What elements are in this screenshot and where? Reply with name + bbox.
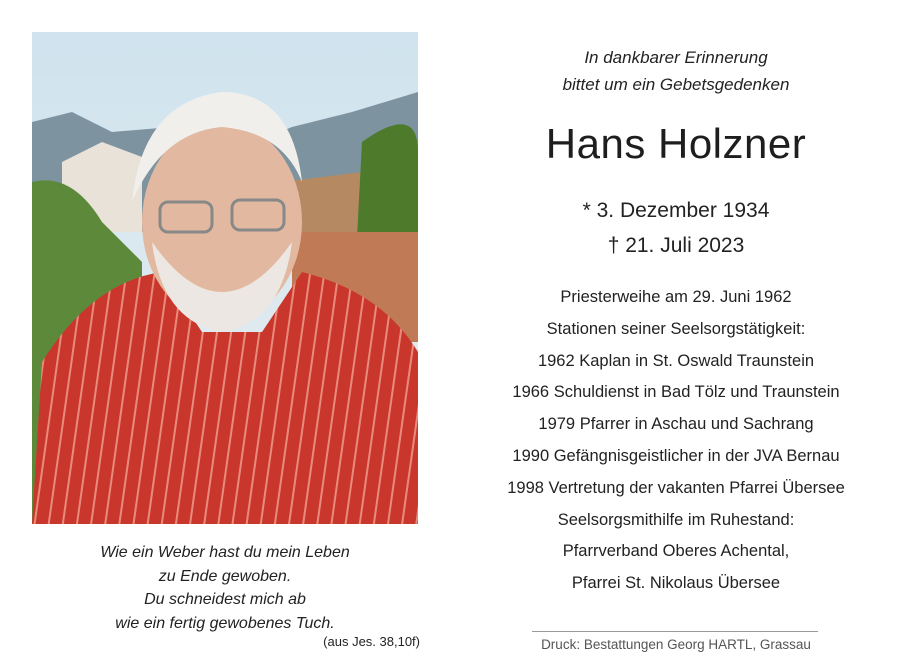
bio-line: 1962 Kaplan in St. Oswald Traunstein bbox=[537, 351, 815, 370]
divider bbox=[532, 631, 818, 632]
bio-line: 1998 Vertretung der vakanten Pfarrei Übersee bbox=[507, 478, 845, 497]
scripture-quote bbox=[60, 541, 390, 635]
bio-line: 1979 Pfarrer in Aschau und Sachrang bbox=[538, 415, 814, 434]
portrait-photo bbox=[32, 32, 418, 524]
bio-line: Priesterweihe am 29. Juni 1962 bbox=[560, 288, 792, 306]
deceased-name: Hans Holzner bbox=[545, 120, 807, 167]
quote-line: wie ein fertig gewobenes Tuch. bbox=[115, 614, 335, 632]
bio-line: 1966 Schuldienst in Bad Tölz und Traunstein bbox=[512, 383, 840, 402]
printer-credit: Druck: Bestattungen Georg HARTL, Grassau bbox=[541, 637, 811, 652]
bio-line: Pfarrverband Oberes Achental, bbox=[562, 542, 790, 561]
intro-text bbox=[456, 44, 896, 98]
life-dates bbox=[456, 193, 896, 263]
death-date: † 21. Juli 2023 bbox=[607, 234, 745, 257]
birth-date: * 3. Dezember 1934 bbox=[582, 199, 770, 222]
bio-line: Seelsorgsmithilfe im Ruhestand: bbox=[557, 510, 795, 529]
quote-line: zu Ende gewoben. bbox=[158, 567, 292, 585]
bio-line: Stationen seiner Seelsorgstätigkeit: bbox=[546, 319, 806, 338]
biography bbox=[456, 282, 896, 600]
intro-line: In dankbarer Erinnerung bbox=[584, 48, 768, 67]
quote-line: Wie ein Weber hast du mein Leben bbox=[100, 544, 350, 561]
bio-line: 1990 Gefängnisgeistlicher in der JVA Bernau bbox=[512, 446, 840, 465]
quote-source: (aus Jes. 38,10f) bbox=[323, 634, 420, 649]
bio-line: Pfarrei St. Nikolaus Übersee bbox=[571, 574, 781, 593]
quote-line: Du schneidest mich ab bbox=[144, 591, 306, 608]
intro-line: bittet um ein Gebetsgedenken bbox=[562, 75, 790, 94]
